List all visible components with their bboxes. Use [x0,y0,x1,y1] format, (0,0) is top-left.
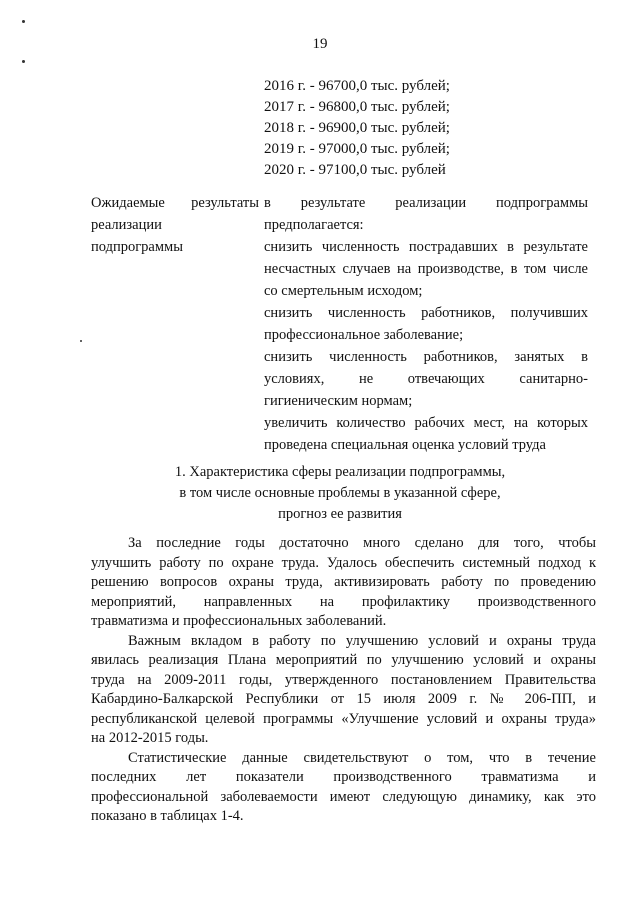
budget-list [264,76,450,181]
scan-speck [22,60,25,63]
paragraph: Важным вкладом в работу по улучшению условий и охраны труда явилась реализация Плана мероприятий по улучшению условий и охраны труда на 2009-2011 годы, утвержденного постановлением Правительства Кабардино-Балкарской Республики от 15 июля 2009 г. № 206-ПП, и республиканской целевой программы «Улучшение условий и охраны труда» на 2012-2015 годы. [91,632,596,746]
budget-line: 2017 г. - 96800,0 тыс. рублей; [264,99,450,115]
budget-line: 2016 г. - 96700,0 тыс. рублей; [264,78,450,94]
budget-line: 2020 г. - 97100,0 тыс. рублей [264,162,446,178]
budget-line: 2018 г. - 96900,0 тыс. рублей; [264,120,450,136]
scan-speck [22,20,25,23]
scan-speck [80,340,82,342]
expected-results-content: в результате реализации подпрограммы предполагается: снизить численность пострадавших в результате несчастных случаев на производстве, в том числе со смертельным исходом; снизить численность работников, получивших профессиональное заболевание; снизить численность работников, занятых в условиях, не отвечающих санитарно- гигиеническим нормам; увеличить количество рабочих мест, на которых проведена специальная оценка условий труда [264,195,588,453]
budget-line: 2019 г. - 97000,0 тыс. рублей; [264,141,450,157]
paragraph: Статистические данные свидетельствуют о том, что в течение последних лет показатели производственного травматизма и профессиональной заболеваемости имеют следующую динамику, как это показано в таблицах 1-4. [91,749,596,824]
page-number: 19 [312,36,328,52]
expected-results-label: Ожидаемые результаты реализации подпрограммы [91,195,259,255]
section-heading: 1. Характеристика сферы реализации подпрограммы, в том числе основные проблемы в указанной сфере, прогноз ее развития [174,464,506,522]
body-text [91,534,596,827]
paragraph: За последние годы достаточно много сделано для того, чтобы улучшить работу по охране труда. Удалось обеспечить системный подход к решению вопросов охраны труда, активизировать работу по проведению мероприятий, направленных на профилактику производственного травматизма и профессиональных заболеваний. [91,535,596,629]
